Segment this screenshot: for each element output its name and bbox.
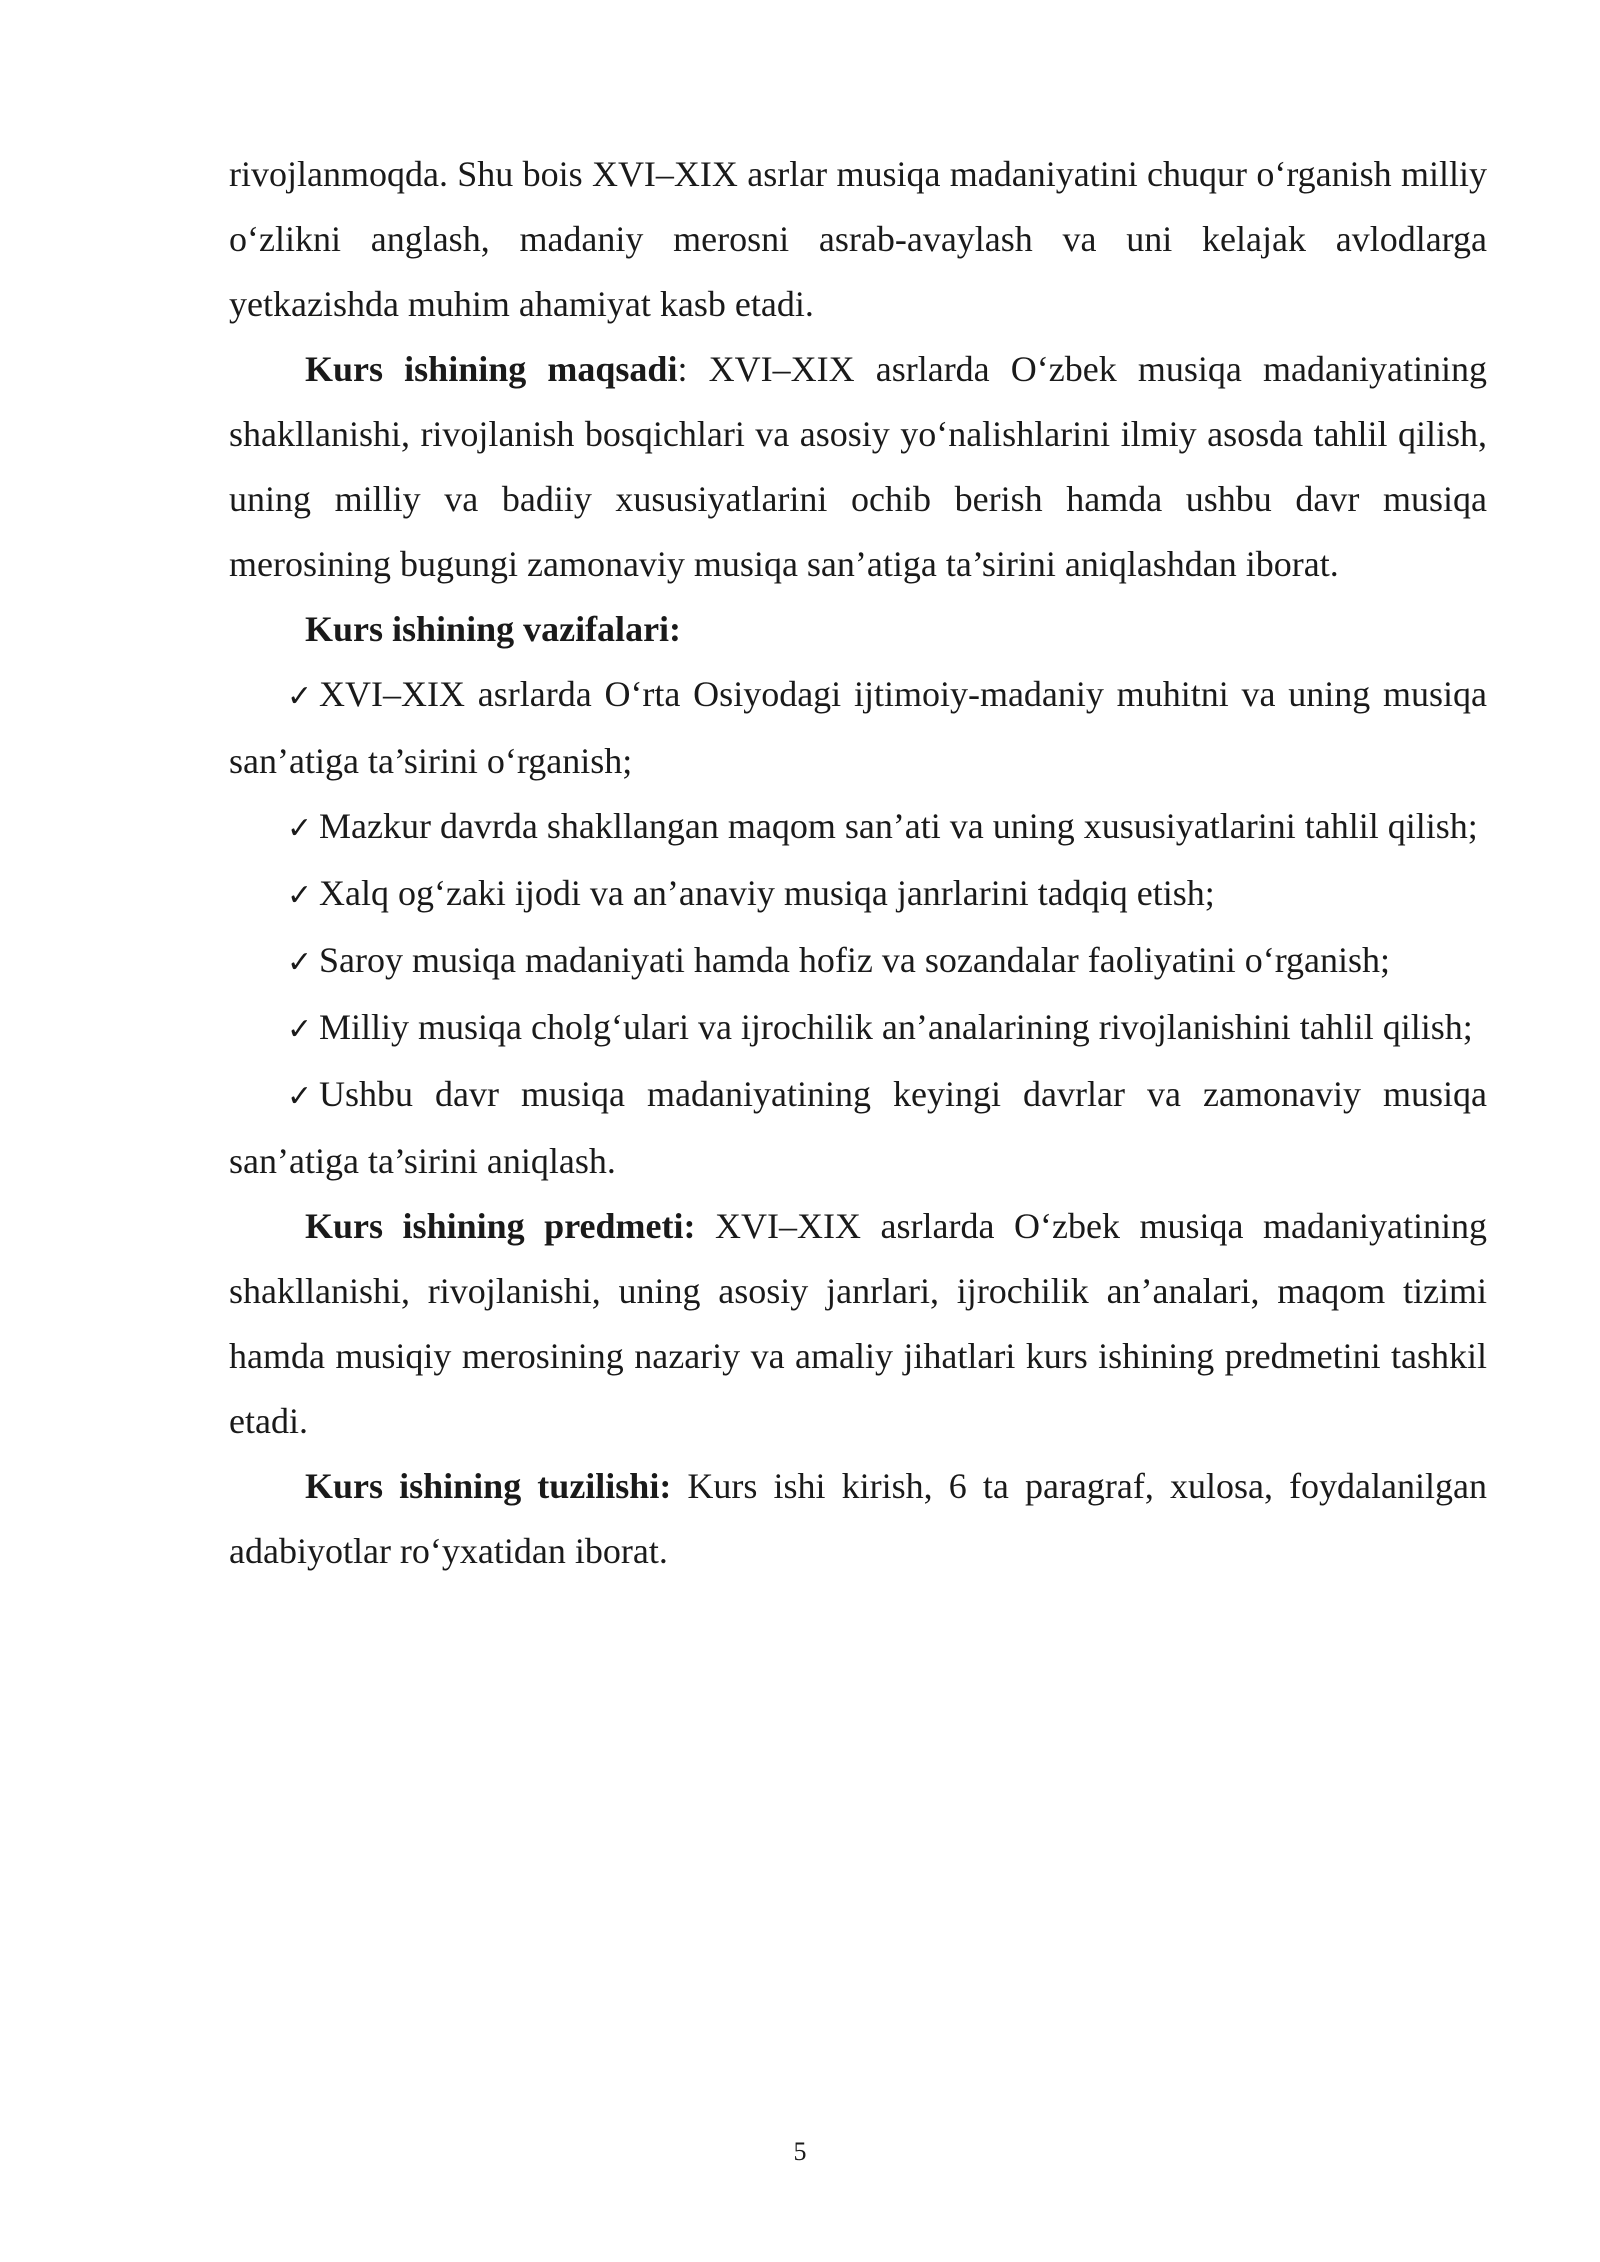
task-text: XVI–XIX asrlarda O‘rta Osiyodagi ijtimoiy-madaniy muhitni va uning musiqa san’atiga ta’sirini o‘rganish; — [229, 674, 1487, 781]
intro-paragraph: rivojlanmoqda. Shu bois XVI–XIX asrlar musiqa madaniyatini chuqur o‘rganish milliy o‘zlikni anglash, madaniy merosni asrab-avaylash va uni kelajak avlodlarga yetkazishda muhim ahamiyat kasb etadi. — [229, 154, 1487, 324]
tasks-heading: Kurs ishining vazifalari: — [305, 609, 682, 649]
task-item — [229, 928, 1487, 995]
checkmark-icon: ✓ — [287, 1012, 313, 1047]
task-text: Ushbu davr musiqa madaniyatining keyingi davrlar va zamonaviy musiqa san’atiga ta’sirini aniqlash. — [229, 1074, 1487, 1181]
tasks-heading-paragraph — [229, 597, 1487, 662]
task-item — [229, 662, 1487, 794]
task-text: Milliy musiqa cholg‘ulari va ijrochilik an’analarining rivojlanishini tahlil qilish; — [319, 1007, 1473, 1047]
page-number: 5 — [793, 2137, 807, 2166]
goal-paragraph — [229, 337, 1487, 597]
task-text: Xalq og‘zaki ijodi va an’anaviy musiqa janrlarini tadqiq etish; — [319, 873, 1215, 913]
subject-heading: Kurs ishining predmeti: — [305, 1206, 696, 1246]
task-item — [229, 995, 1487, 1062]
checkmark-icon: ✓ — [287, 1079, 313, 1114]
task-text: Saroy musiqa madaniyati hamda hofiz va sozandalar faoliyatini o‘rganish; — [319, 940, 1391, 980]
subject-paragraph — [229, 1194, 1487, 1454]
task-item — [229, 861, 1487, 928]
structure-paragraph — [229, 1454, 1487, 1584]
task-item — [229, 1062, 1487, 1194]
document-page — [229, 142, 1487, 1584]
checkmark-icon: ✓ — [287, 679, 313, 714]
checkmark-icon: ✓ — [287, 945, 313, 980]
task-item — [229, 794, 1487, 861]
checkmark-icon: ✓ — [287, 878, 313, 913]
checkmark-icon: ✓ — [287, 811, 313, 846]
subject-text: XVI–XIX asrlarda O‘zbek musiqa madaniyatining shakllanishi, rivojlanishi, uning asosiy janrlari, ijrochilik an’analari, maqom tizimi hamda musiqiy merosining nazariy va amaliy jihatlari kurs ishining predmetini tashkil etadi. — [229, 1206, 1487, 1441]
goal-text: : XVI–XIX asrlarda O‘zbek musiqa madaniyatining shakllanishi, rivojlanish bosqichlari va asosiy yo‘nalishlarini ilmiy asosda tahlil qilish, uning milliy va badiiy xususiyatlarini ochib berish hamda ushbu davr musiqa merosining bugungi zamonaviy musiqa san’atiga ta’sirini aniqlashdan iborat. — [229, 349, 1487, 584]
structure-heading: Kurs ishining tuzilishi: — [305, 1466, 672, 1506]
structure-text: Kurs ishi kirish, 6 ta paragraf, xulosa, foydalanilgan adabiyotlar ro‘yxatidan iborat. — [229, 1466, 1488, 1571]
goal-heading: Kurs ishining maqsadi — [305, 349, 678, 389]
task-text: Mazkur davrda shakllangan maqom san’ati va uning xususiyatlarini tahlil qilish; — [319, 806, 1478, 846]
